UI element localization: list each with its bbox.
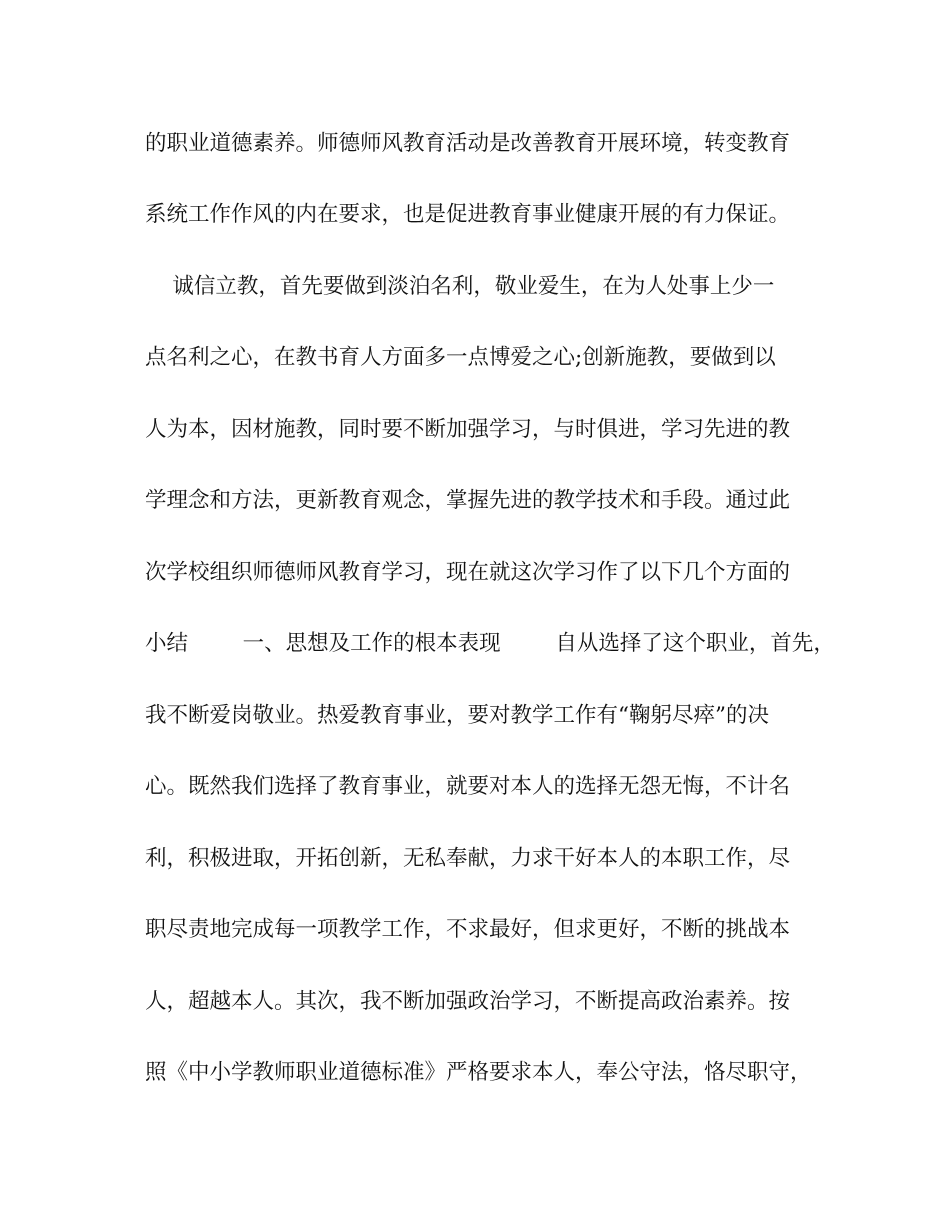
text-line: 心。既然我们选择了教育事业，就要对本人的选择无怨无悔，不计名 [145, 774, 791, 799]
text-line: 诚信立教，首先要做到淡泊名利，敬业爱生，在为人处事上少一 [145, 274, 775, 299]
text-line: 的职业道德素养。师德师风教育活动是改善教育开展环境，转变教育 [145, 131, 791, 156]
text-line: 我不断爱岗敬业。热爱教育事业，要对教学工作有“鞠躬尽瘁”的决 [145, 703, 769, 728]
text-line: 学理念和方法，更新教育观念，掌握先进的教学技术和手段。通过此 [145, 488, 791, 513]
text-line: 照《中小学教师职业道德标准》严格要求本人，奉公守法，恪尽职守， [145, 1060, 812, 1085]
text-line: 人，超越本人。其次，我不断加强政治学习，不断提高政治素养。按 [145, 989, 791, 1014]
text-line: 利，积极进取，开拓创新，无私奉献，力求干好本人的本职工作，尽 [145, 846, 791, 871]
text-line: 系统工作作风的内在要求，也是促进教育事业健康开展的有力保证。 [145, 202, 791, 227]
text-line: 人为本，因材施教，同时要不断加强学习，与时俱进，学习先进的教 [145, 417, 791, 442]
text-line: 点名利之心，在教书育人方面多一点博爱之心;创新施教，要做到以 [145, 345, 776, 370]
text-line: 职尽责地完成每一项教学工作，不求最好，但求更好，不断的挑战本 [145, 917, 791, 942]
text-line: 小结 一、思想及工作的根本表现 自从选择了这个职业，首先， [145, 631, 835, 656]
text-line: 次学校组织师德师风教育学习，现在就这次学习作了以下几个方面的 [145, 560, 791, 585]
